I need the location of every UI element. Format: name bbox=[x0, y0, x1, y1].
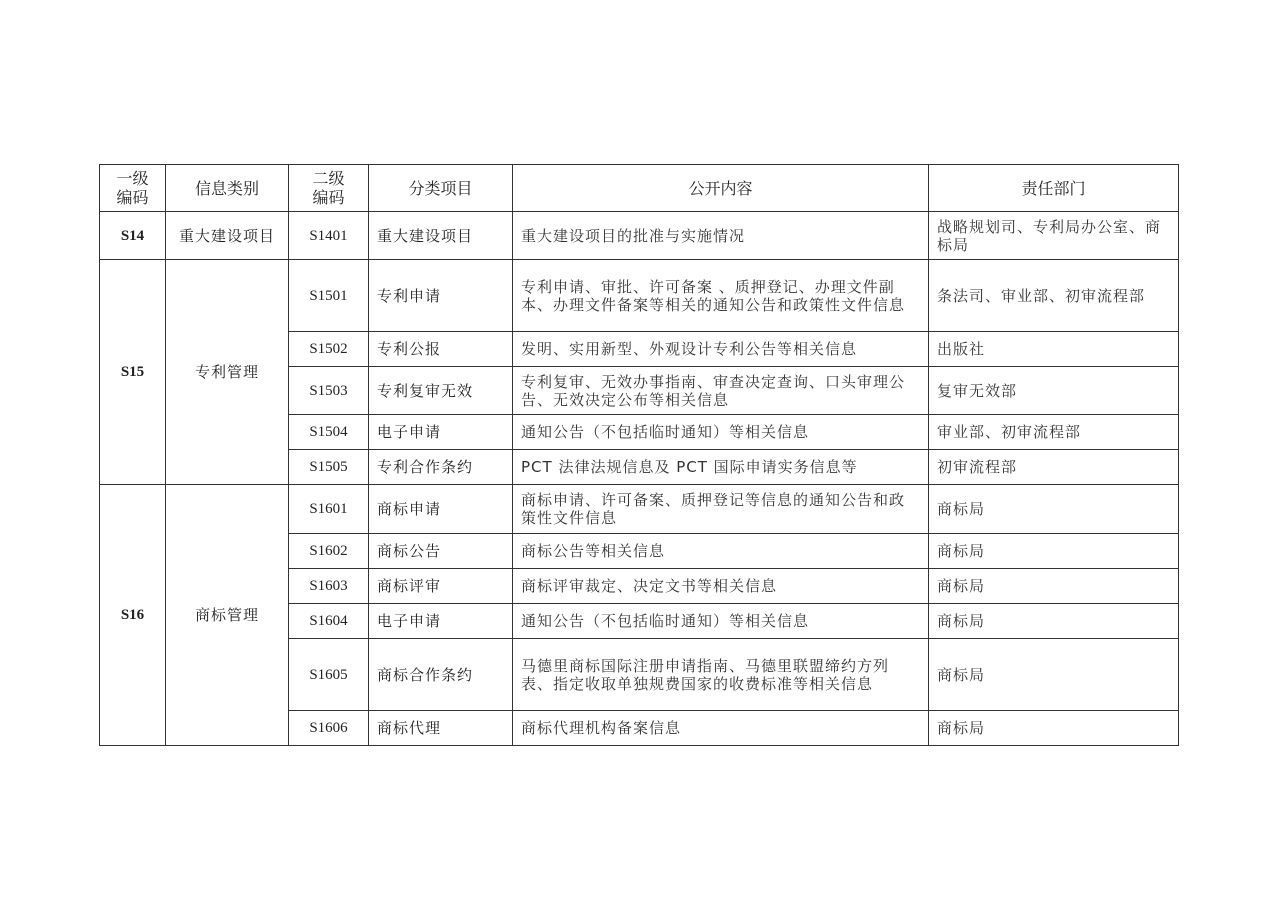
content-cell: 商标公告等相关信息 bbox=[513, 534, 929, 569]
department-cell: 出版社 bbox=[929, 332, 1179, 367]
content-cell: 通知公告（不包括临时通知）等相关信息 bbox=[513, 415, 929, 450]
header-content: 公开内容 bbox=[513, 165, 929, 212]
item-cell: 电子申请 bbox=[369, 415, 513, 450]
level2-code-cell: S1606 bbox=[289, 711, 369, 746]
item-cell: 商标公告 bbox=[369, 534, 513, 569]
item-cell: 商标申请 bbox=[369, 485, 513, 534]
content-cell: PCT 法律法规信息及 PCT 国际申请实务信息等 bbox=[513, 450, 929, 485]
department-cell: 商标局 bbox=[929, 639, 1179, 711]
content-cell: 专利复审、无效办事指南、审查决定查询、口头审理公告、无效决定公布等相关信息 bbox=[513, 367, 929, 415]
item-cell: 重大建设项目 bbox=[369, 212, 513, 260]
level1-code-cell: S15 bbox=[100, 260, 166, 485]
content-cell: 发明、实用新型、外观设计专利公告等相关信息 bbox=[513, 332, 929, 367]
content-cell: 马德里商标国际注册申请指南、马德里联盟缔约方列表、指定收取单独规费国家的收费标准等相关信息 bbox=[513, 639, 929, 711]
table-row bbox=[100, 260, 1179, 332]
department-cell: 战略规划司、专利局办公室、商标局 bbox=[929, 212, 1179, 260]
level1-code-cell: S16 bbox=[100, 485, 166, 746]
content-cell: 商标评审裁定、决定文书等相关信息 bbox=[513, 569, 929, 604]
department-cell: 商标局 bbox=[929, 569, 1179, 604]
department-cell: 审业部、初审流程部 bbox=[929, 415, 1179, 450]
item-cell: 专利合作条约 bbox=[369, 450, 513, 485]
department-cell: 条法司、审业部、初审流程部 bbox=[929, 260, 1179, 332]
level2-code-cell: S1602 bbox=[289, 534, 369, 569]
content-cell: 专利申请、审批、许可备案 、质押登记、办理文件副本、办理文件备案等相关的通知公告和政策性文件信息 bbox=[513, 260, 929, 332]
department-cell: 商标局 bbox=[929, 711, 1179, 746]
header-level2-code: 二级 编码 bbox=[289, 165, 369, 212]
item-cell: 专利公报 bbox=[369, 332, 513, 367]
content-cell: 重大建设项目的批准与实施情况 bbox=[513, 212, 929, 260]
item-cell: 商标评审 bbox=[369, 569, 513, 604]
table-row bbox=[100, 212, 1179, 260]
department-cell: 商标局 bbox=[929, 485, 1179, 534]
level2-code-cell: S1502 bbox=[289, 332, 369, 367]
header-item: 分类项目 bbox=[369, 165, 513, 212]
level2-code-cell: S1603 bbox=[289, 569, 369, 604]
level2-code-cell: S1605 bbox=[289, 639, 369, 711]
header-department: 责任部门 bbox=[929, 165, 1179, 212]
level2-code-cell: S1505 bbox=[289, 450, 369, 485]
item-cell: 专利申请 bbox=[369, 260, 513, 332]
header-info-category: 信息类别 bbox=[166, 165, 289, 212]
table-header-row bbox=[100, 165, 1179, 212]
category-cell: 重大建设项目 bbox=[166, 212, 289, 260]
item-cell: 商标代理 bbox=[369, 711, 513, 746]
content-cell: 商标代理机构备案信息 bbox=[513, 711, 929, 746]
disclosure-table bbox=[99, 164, 1179, 746]
level1-code-cell: S14 bbox=[100, 212, 166, 260]
level2-code-cell: S1604 bbox=[289, 604, 369, 639]
item-cell: 电子申请 bbox=[369, 604, 513, 639]
category-cell: 专利管理 bbox=[166, 260, 289, 485]
department-cell: 商标局 bbox=[929, 604, 1179, 639]
table-row bbox=[100, 485, 1179, 534]
item-cell: 商标合作条约 bbox=[369, 639, 513, 711]
content-cell: 商标申请、许可备案、质押登记等信息的通知公告和政策性文件信息 bbox=[513, 485, 929, 534]
level2-code-cell: S1503 bbox=[289, 367, 369, 415]
level2-code-cell: S1504 bbox=[289, 415, 369, 450]
header-level1-code: 一级 编码 bbox=[100, 165, 166, 212]
item-cell: 专利复审无效 bbox=[369, 367, 513, 415]
level2-code-cell: S1401 bbox=[289, 212, 369, 260]
level2-code-cell: S1501 bbox=[289, 260, 369, 332]
department-cell: 复审无效部 bbox=[929, 367, 1179, 415]
level2-code-cell: S1601 bbox=[289, 485, 369, 534]
department-cell: 商标局 bbox=[929, 534, 1179, 569]
content-cell: 通知公告（不包括临时通知）等相关信息 bbox=[513, 604, 929, 639]
department-cell: 初审流程部 bbox=[929, 450, 1179, 485]
category-cell: 商标管理 bbox=[166, 485, 289, 746]
